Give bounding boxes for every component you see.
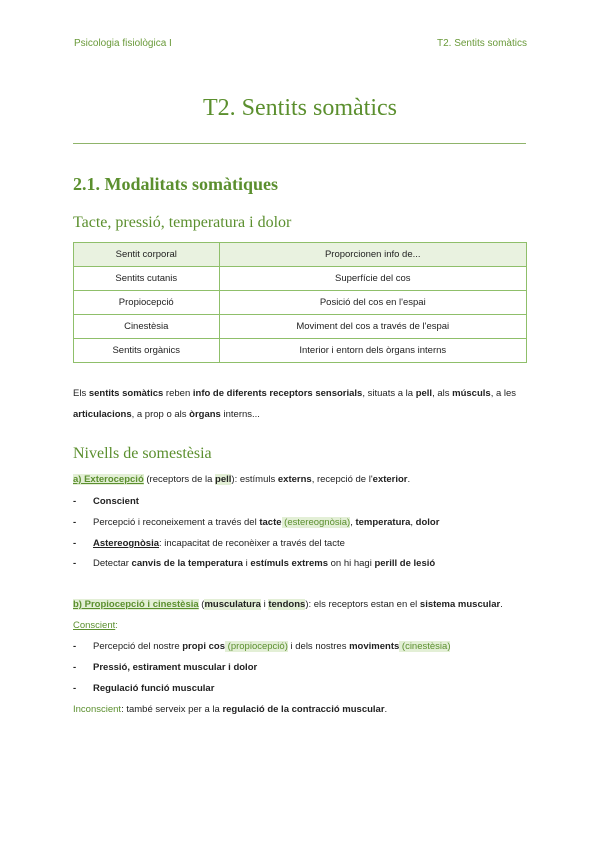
table-cell: Interior i entorn dels òrgans interns xyxy=(219,339,526,363)
modalities-table xyxy=(73,242,527,363)
list-item: - Percepció i reconeixement a través del tacte (estereognòsia), temperatura, dolor xyxy=(73,517,440,528)
propiocepcio-line: b) Propiocepció i cinestèsia (musculatura i tendons): els receptors estan en el sistema muscular. xyxy=(73,599,503,610)
list-item: - Percepció del nostre propi cos (propiocepció) i dels nostres moviments (cinestèsia) xyxy=(73,641,451,652)
table-cell: Propiocepció xyxy=(74,291,220,315)
table-header-cell: Proporcionen info de... xyxy=(219,243,526,267)
intro-paragraph: Els sentits somàtics reben info de diferents receptors sensorials, situats a la pell, als músculs, a les articulacions, a prop o als òrgans interns... xyxy=(73,388,517,420)
table-cell: Posició del cos en l'espai xyxy=(219,291,526,315)
subsection-heading-tacte: Tacte, pressió, temperatura i dolor xyxy=(73,214,292,231)
header-course: Psicologia fisiològica I xyxy=(74,38,172,49)
conscient-label: Conscient: xyxy=(73,620,118,631)
list-item: - Regulació funció muscular xyxy=(73,683,215,694)
inconscient-line: Inconscient: també serveix per a la regulació de la contracció muscular. xyxy=(73,704,388,715)
table-row xyxy=(74,291,527,315)
table-row xyxy=(74,315,527,339)
page-title: T2. Sentits somàtics xyxy=(203,95,397,121)
exterocepcio-line: a) Exterocepció (receptors de la pell): estímuls externs, recepció de l'exterior. xyxy=(73,474,411,485)
propiocepcio-label: b) Propiocepció i cinestèsia xyxy=(73,599,199,610)
list-item: - Detectar canvis de la temperatura i estímuls extrems on hi hagi perill de lesió xyxy=(73,558,436,569)
table-cell: Sentits orgànics xyxy=(74,339,220,363)
list-item: - Astereognòsia: incapacitat de reconèixer a través del tacte xyxy=(73,538,345,549)
subsection-heading-nivells: Nivells de somestèsia xyxy=(73,445,212,462)
header-topic: T2. Sentits somàtics xyxy=(436,38,527,49)
table-header-cell: Sentit corporal xyxy=(74,243,220,267)
title-divider xyxy=(73,143,526,144)
table-cell: Cinestèsia xyxy=(74,315,220,339)
table-cell: Sentits cutanis xyxy=(74,267,220,291)
list-item: - Conscient xyxy=(73,496,139,507)
table-row xyxy=(74,267,527,291)
list-item: - Pressió, estirament muscular i dolor xyxy=(73,662,258,673)
table-row xyxy=(74,339,527,363)
exterocepcio-label: a) Exterocepció xyxy=(73,474,144,485)
table-cell: Moviment del cos a través de l'espai xyxy=(219,315,526,339)
table-header-row xyxy=(74,243,527,267)
section-heading: 2.1. Modalitats somàtiques xyxy=(73,174,279,194)
table-cell: Superfície del cos xyxy=(219,267,526,291)
